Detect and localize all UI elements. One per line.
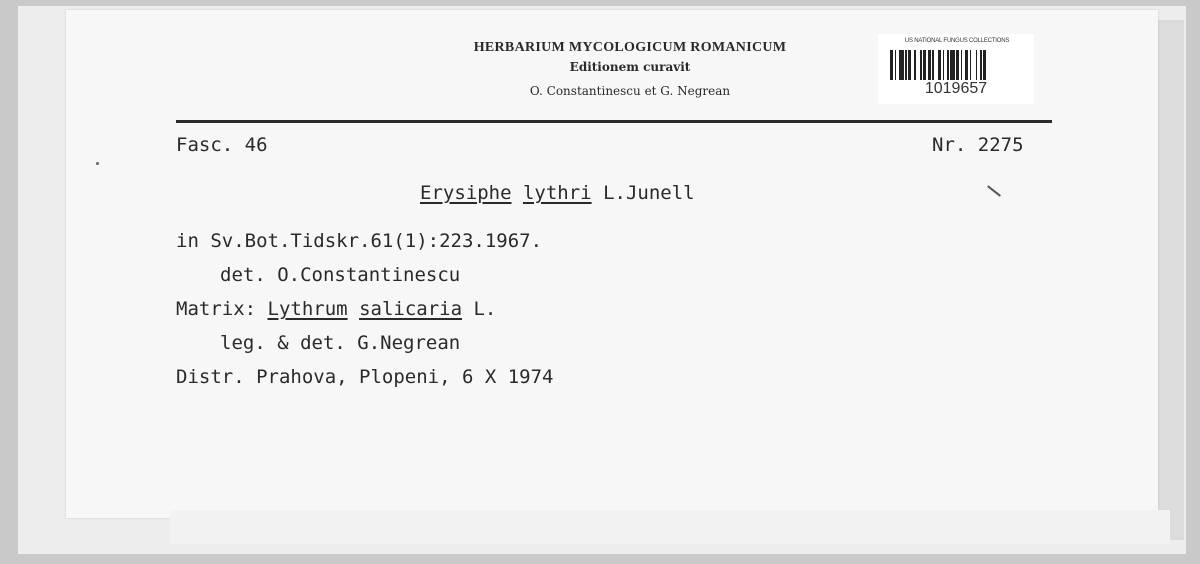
barcode-caption: US NATIONAL FUNGUS COLLECTIONS [904, 38, 1010, 44]
taxon-species: lythri [522, 182, 592, 204]
speck [96, 162, 99, 165]
fascicle-number: Fasc. 46 [176, 134, 268, 156]
determiner-line: det. O.Constantinescu [220, 264, 461, 286]
editor-line: Editionem curavit [569, 60, 691, 74]
taxon-name [420, 182, 695, 204]
exsiccata-number: Nr. 2275 [932, 134, 1024, 156]
host-line [176, 298, 496, 320]
barcode-icon [890, 50, 1022, 80]
locality-line: Distr. Prahova, Plopeni, 6 X 1974 [176, 366, 554, 388]
literature-citation: in Sv.Bot.Tidskr.61(1):223.1967. [176, 230, 543, 252]
header-divider [176, 120, 1052, 123]
barcode-number: 1019657 [924, 80, 988, 97]
taxon-genus: Erysiphe [420, 182, 512, 204]
host-genus: Lythrum [267, 298, 348, 320]
matrix-label: Matrix: [176, 298, 257, 320]
host-species: salicaria [359, 298, 463, 320]
editors-names: O. Constantinescu et G. Negrean [529, 84, 731, 98]
collector-line: leg. & det. G.Negrean [220, 332, 461, 354]
barcode-label [878, 34, 1034, 104]
herbarium-title: HERBARIUM MYCOLOGICUM ROMANICUM [473, 40, 787, 55]
taxon-authority: L.Junell [603, 182, 695, 204]
host-authority: L. [473, 298, 497, 320]
label-header [400, 40, 860, 98]
label-bottom-strip [170, 510, 1170, 544]
